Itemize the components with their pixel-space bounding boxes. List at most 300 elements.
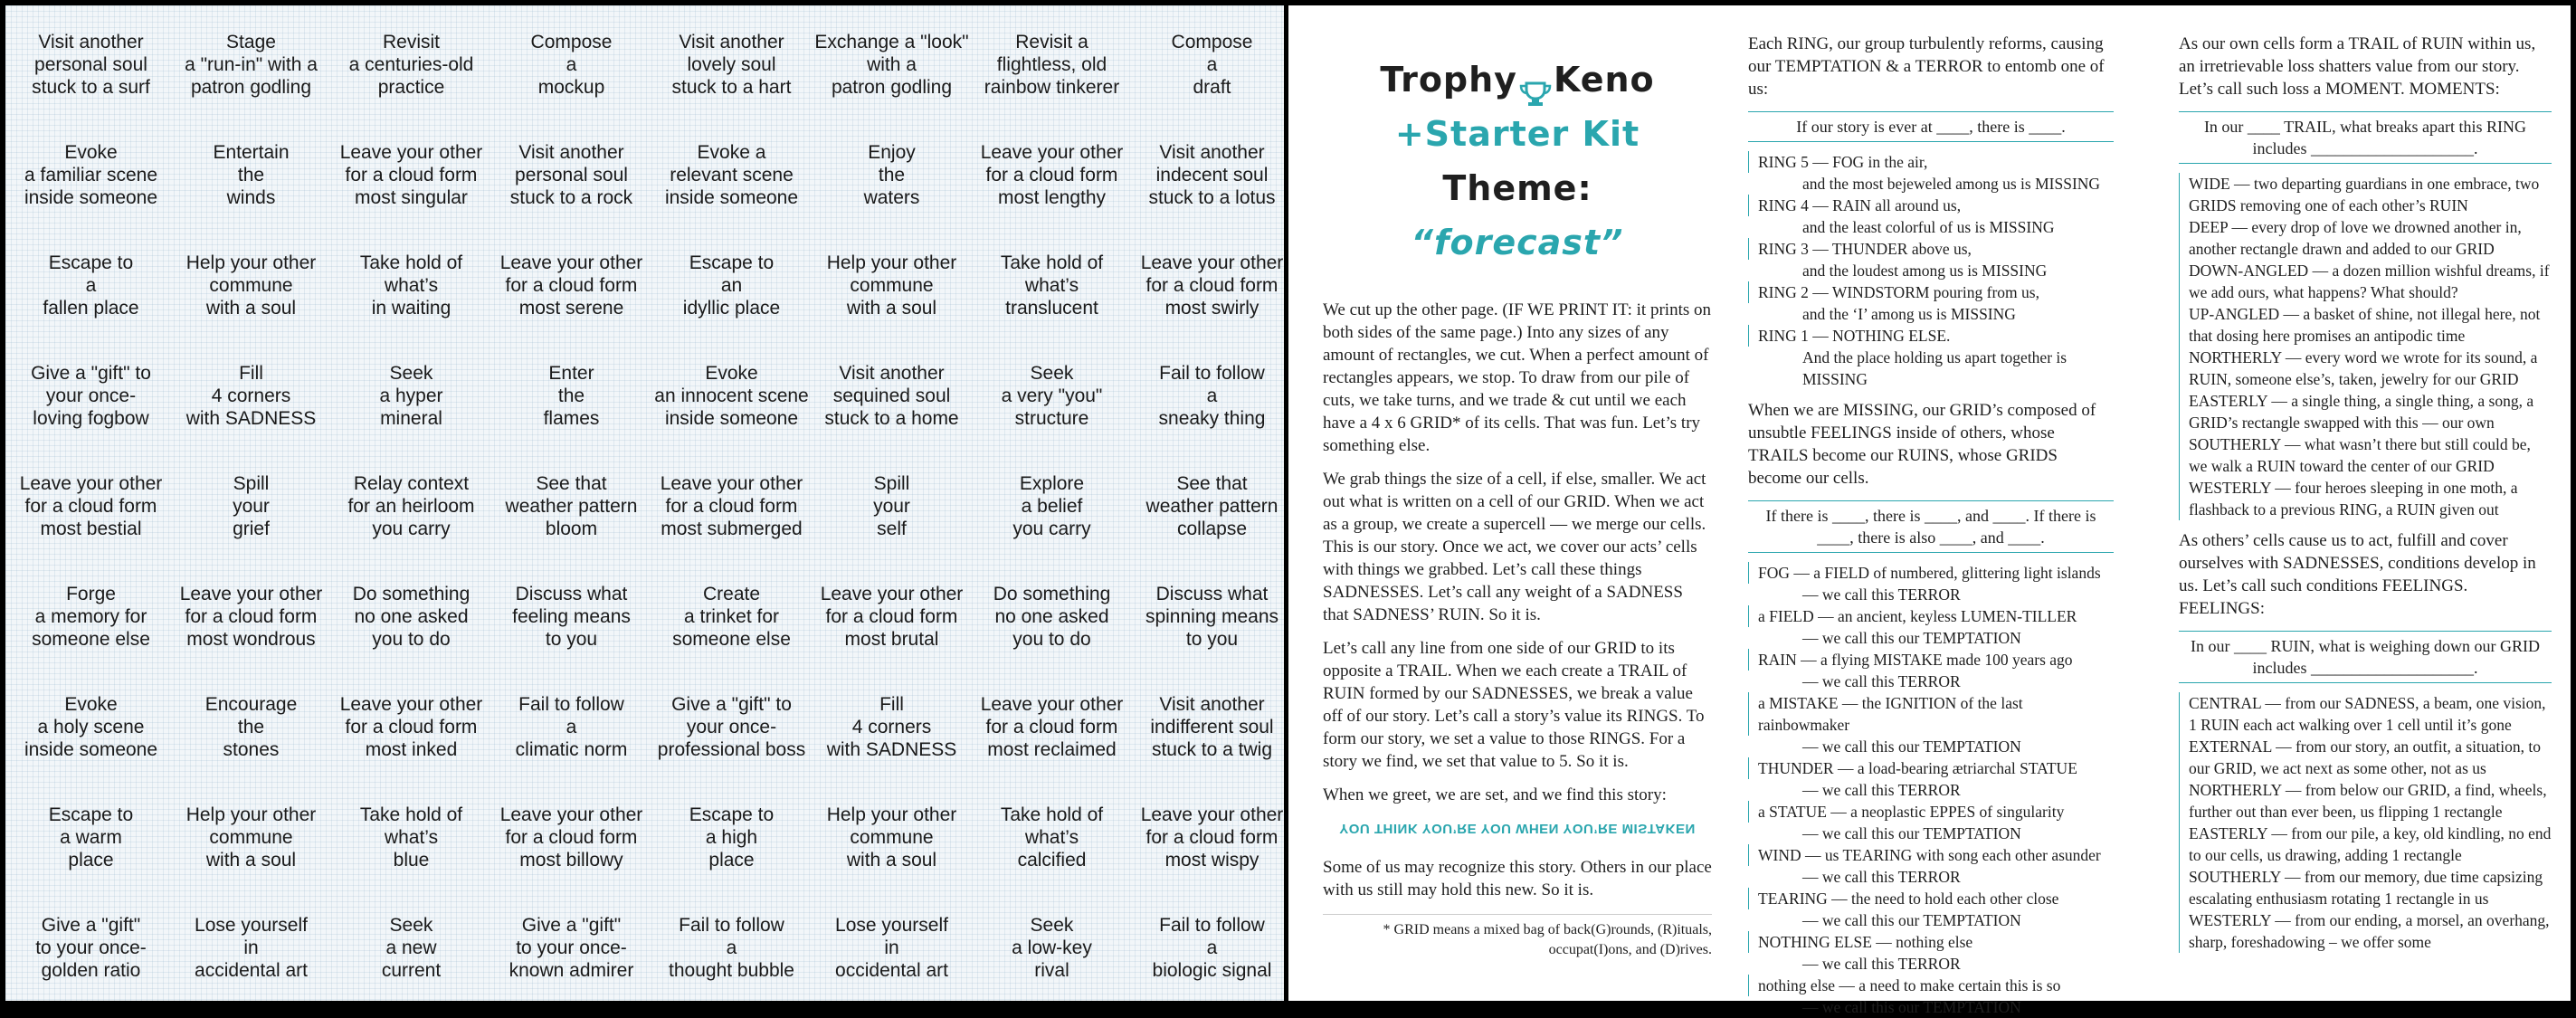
grid-cell bbox=[972, 561, 1132, 671]
grid-cell-line: patron godling bbox=[831, 76, 953, 98]
grid-cell bbox=[491, 892, 651, 1003]
grid-cell bbox=[1132, 9, 1292, 119]
grid-cell-line: for a cloud form bbox=[505, 826, 638, 848]
grid-cell-line: most bestial bbox=[40, 518, 142, 539]
grid-cell-line: Leave your other bbox=[339, 141, 483, 163]
grid-cell-line: most brutal bbox=[844, 628, 939, 650]
rules-paragraph-1: We cut up the other page. (IF WE PRINT IT: it prints on both sides of the same page.) Into any sizes of any amount of rectangles, we cut. When a perfect amount of rectangles appears, we stop. To draw from our pile of cuts, we take turns, and we trade & cut until we each have a 4 x 6 GRID* of its cells. That was fun. Let’s try something else. bbox=[1323, 300, 1711, 455]
grid-cell bbox=[331, 119, 491, 230]
grid-cell bbox=[11, 9, 171, 119]
grid-cell bbox=[1132, 671, 1292, 782]
grid-cell-line: Discuss what bbox=[1155, 583, 1269, 604]
grid-cell-line: commune bbox=[209, 826, 293, 848]
grid-cell-line: an bbox=[720, 274, 743, 296]
grid-cell-line: professional boss bbox=[657, 738, 806, 760]
grid-cell-line: a bbox=[566, 53, 577, 75]
grid-cell bbox=[651, 561, 812, 671]
ring-line: RING 4 — RAIN all around us, bbox=[1748, 195, 2114, 216]
title-line-2: +Starter Kit bbox=[1394, 114, 1640, 154]
grid-cell-line: Take hold of bbox=[359, 804, 463, 825]
grid-cell-line: a bbox=[1206, 53, 1218, 75]
grid-cell bbox=[331, 892, 491, 1003]
grid-cell-line: Explore bbox=[1019, 472, 1085, 494]
title-block bbox=[1323, 52, 1712, 270]
grid-cell-line: Fail to follow bbox=[679, 914, 784, 936]
grid-cell-line: sequined soul bbox=[832, 385, 951, 406]
grid-cell-line: patron godling bbox=[190, 76, 312, 98]
grid-cell-line: place bbox=[68, 849, 114, 871]
grid-cell-line: a bbox=[566, 716, 577, 737]
grid-cell-line: Fill bbox=[879, 693, 904, 715]
grid-cell bbox=[651, 782, 812, 892]
grid-cell bbox=[651, 451, 812, 561]
grid-cell-line: for a cloud form bbox=[985, 716, 1118, 737]
grid-cell-line: Seek bbox=[1030, 914, 1074, 936]
pair-line: TEARING — the need to hold each other close bbox=[1748, 888, 2114, 909]
grid-cell-line: in bbox=[243, 937, 259, 958]
grid-cell-line: collapse bbox=[1176, 518, 1248, 539]
grid-cell-line: commune bbox=[850, 826, 934, 848]
grid-cell bbox=[972, 9, 1132, 119]
grid-cell-line: Create bbox=[702, 583, 761, 604]
pair-line: FOG — a FIELD of numbered, glittering light islands bbox=[1748, 562, 2114, 584]
grid-cell-line: grief bbox=[233, 518, 270, 539]
grid-cell-line: golden ratio bbox=[41, 959, 141, 981]
grid-cell-line: with a bbox=[867, 53, 917, 75]
grid-cell bbox=[812, 892, 972, 1003]
grid-cell-line: Entertain bbox=[213, 141, 290, 163]
grid-cell bbox=[171, 230, 331, 340]
grid-cell-line: stuck to a home bbox=[824, 407, 959, 429]
grid-cell-line: Encourage bbox=[204, 693, 298, 715]
grid-cell-line: Leave your other bbox=[179, 583, 323, 604]
grid-cell-line: personal soul bbox=[34, 53, 147, 75]
grid-cell-line: commune bbox=[850, 274, 934, 296]
grid-cell-line: with a soul bbox=[846, 849, 937, 871]
grid-cell-line: stones bbox=[223, 738, 280, 760]
feeling-item: WESTERLY — from our ending, a morsel, an overhang, sharp, foreshadowing – we offer some bbox=[2179, 909, 2552, 953]
grid-cell-line: for a cloud form bbox=[825, 605, 958, 627]
grid-cell-line: personal soul bbox=[515, 164, 628, 186]
grid-cell-line: Leave your other bbox=[339, 693, 483, 715]
grid-cell-line: a belief bbox=[1021, 495, 1083, 517]
grid-cell-line: accidental art bbox=[195, 959, 308, 981]
feelings-prompt-frame: If there is ____, there is ____, and ____. If there is ____, there is also ____, and ____. bbox=[1748, 500, 2114, 553]
grid-cell-line: a centuries-old bbox=[348, 53, 474, 75]
grid-cell-line: in bbox=[884, 937, 899, 958]
rules-column-2 bbox=[1748, 33, 2114, 1018]
grid-cell-line: Evoke bbox=[64, 693, 118, 715]
grid-footnote: * GRID means a mixed bag of back(G)rounds, (R)ituals, occupat(I)ons, and (D)rives. bbox=[1323, 914, 1712, 960]
grid-cell-line: inside someone bbox=[24, 738, 158, 760]
grid-cell-line: Seek bbox=[389, 914, 433, 936]
keno-grid-page bbox=[5, 5, 1284, 1001]
grid-cell-line: Lose yourself bbox=[835, 914, 948, 936]
grid-cell bbox=[491, 9, 651, 119]
grid-cell bbox=[651, 119, 812, 230]
grid-cell-line: a bbox=[726, 937, 737, 958]
grid-cell-line: a holy scene bbox=[37, 716, 145, 737]
grid-cell-line: a very "you" bbox=[1001, 385, 1103, 406]
grid-cell bbox=[171, 119, 331, 230]
pair-line: — we call this TERROR bbox=[1802, 585, 1961, 604]
grid-cell-line: Leave your other bbox=[660, 472, 803, 494]
grid-cell bbox=[491, 119, 651, 230]
grid-cell-line: stuck to a rock bbox=[509, 186, 633, 208]
grid-cell-line: bloom bbox=[545, 518, 598, 539]
pair-line: a FIELD — an ancient, keyless LUMEN-TILLER bbox=[1748, 605, 2114, 627]
grid-cell-line: most singular bbox=[355, 186, 468, 208]
grid-cell-line: for a cloud form bbox=[665, 495, 798, 517]
moment-item: SOUTHERLY — what wasn’t there but still could be, we walk a RUIN toward the center of our GRID bbox=[2179, 433, 2552, 477]
feelings-list bbox=[2179, 692, 2552, 953]
grid-cell-line: for a cloud form bbox=[985, 164, 1118, 186]
grid-cell-line: Evoke bbox=[705, 362, 758, 384]
grid-cell-line: Spill bbox=[873, 472, 910, 494]
grid-cell-line: Leave your other bbox=[499, 804, 643, 825]
grid-cell-line: a hyper bbox=[379, 385, 443, 406]
grid-cell bbox=[11, 892, 171, 1003]
grid-cell-line: a high bbox=[705, 826, 758, 848]
grid-cell-line: with a soul bbox=[846, 297, 937, 319]
grid-cell-line: a bbox=[85, 274, 97, 296]
grid-cell-line: inside someone bbox=[664, 407, 799, 429]
ring-line: and the ‘I’ among us is MISSING bbox=[1802, 305, 2016, 323]
grid-cell-line: Give a "gift" to bbox=[31, 362, 151, 384]
ring-line: and the loudest among us is MISSING bbox=[1802, 262, 2048, 280]
grid-cell-line: Give a "gift" bbox=[521, 914, 622, 936]
moments-intro: As our own cells form a TRAIL of RUIN within us, an irretrievable loss shatters value from our story. Let’s call such loss a MOMENT. MOMENTS: bbox=[2179, 34, 2536, 99]
grid-cell-line: Seek bbox=[389, 362, 433, 384]
grid-cell-line: an innocent scene bbox=[654, 385, 809, 406]
grid-cell bbox=[1132, 230, 1292, 340]
grid-cell-line: Evoke a bbox=[697, 141, 766, 163]
mirrored-story-line: YOU THINK YOU’RE YOU WHEN YOU’RE MISTAKEN bbox=[1339, 821, 1696, 836]
ring-line: RING 5 — FOG in the air, bbox=[1748, 151, 2114, 173]
feeling-item: CENTRAL — from our SADNESS, a beam, one vision, 1 RUIN each act walking over 1 cell until it’s gone bbox=[2179, 692, 2552, 736]
grid-cell-line: rainbow tinkerer bbox=[984, 76, 1120, 98]
grid-cell-line: Fail to follow bbox=[1159, 914, 1265, 936]
grid-cell-line: most submerged bbox=[661, 518, 803, 539]
grid-cell-line: what’s bbox=[1024, 274, 1079, 296]
pair-line: WIND — us TEARING with song each other asunder bbox=[1748, 844, 2114, 866]
rings-intro: Each RING, our group turbulently reforms, causing our TEMPTATION & a TERROR to entomb one of us: bbox=[1748, 34, 2105, 99]
grid-cell-line: Seek bbox=[1030, 362, 1074, 384]
moment-item: UP-ANGLED — a basket of shine, not illegal here, not that dosing here promises an antipodic time bbox=[2179, 303, 2552, 347]
grid-cell-line: blue bbox=[393, 849, 430, 871]
moment-item: DEEP — every drop of love we drowned another in, another rectangle drawn and added to our GRID bbox=[2179, 216, 2552, 260]
rules-column-3 bbox=[2179, 33, 2552, 953]
grid-cell-line: a low-key bbox=[1012, 937, 1092, 958]
grid-cell bbox=[331, 230, 491, 340]
grid-cell bbox=[331, 561, 491, 671]
grid-cell-line: someone else bbox=[32, 628, 150, 650]
pair-line: — we call this our TEMPTATION bbox=[1802, 824, 2021, 842]
grid-cell-line: mockup bbox=[537, 76, 605, 98]
ring-line: and the most bejeweled among us is MISSING bbox=[1802, 175, 2101, 193]
grid-cell-line: fallen place bbox=[43, 297, 139, 319]
grid-cell-line: what’s bbox=[1024, 826, 1079, 848]
grid-cell-line: for a cloud form bbox=[1145, 826, 1278, 848]
grid-cell-line: Leave your other bbox=[1140, 252, 1284, 273]
grid-cell bbox=[651, 892, 812, 1003]
grid-cell bbox=[812, 230, 972, 340]
grid-cell-line: most serene bbox=[518, 297, 624, 319]
grid-cell-line: Help your other bbox=[185, 804, 317, 825]
grid-cell-line: stuck to a hart bbox=[671, 76, 792, 98]
grid-cell-line: to your once- bbox=[35, 937, 147, 958]
grid-cell-line: someone else bbox=[672, 628, 791, 650]
rules-page bbox=[1288, 5, 2571, 1016]
grid-cell-line: Leave your other bbox=[980, 141, 1124, 163]
title-line-1: Trophy Keno bbox=[1323, 52, 1712, 107]
pair-line: THUNDER — a load-bearing ætriarchal STATUE bbox=[1748, 757, 2114, 779]
grid-cell-line: thought bubble bbox=[669, 959, 794, 981]
grid-cell-line: Exchange a "look" bbox=[814, 31, 969, 52]
grid-cell bbox=[972, 451, 1132, 561]
grid-cell bbox=[491, 230, 651, 340]
grid-cell-line: climatic norm bbox=[515, 738, 628, 760]
grid-cell-line: See that bbox=[536, 472, 607, 494]
grid-cell bbox=[651, 230, 812, 340]
title-line-4: “forecast” bbox=[1411, 223, 1624, 262]
pair-line: — we call this TERROR bbox=[1802, 781, 1961, 799]
grid-cell-line: Fail to follow bbox=[518, 693, 624, 715]
grid-cell bbox=[651, 9, 812, 119]
missing-paragraph: When we are MISSING, our GRID’s composed of unsubtle FEELINGS inside of others, whose TRAILS become our RUINS, whose GRIDS become our cells. bbox=[1748, 401, 2096, 488]
grid-cell-line: Do something bbox=[993, 583, 1111, 604]
grid-cell bbox=[331, 451, 491, 561]
grid-cell-line: your bbox=[233, 495, 270, 517]
ring-line: and the least colorful of us is MISSING bbox=[1802, 218, 2055, 236]
grid-cell-line: most lengthy bbox=[997, 186, 1107, 208]
grid-cell-line: Leave your other bbox=[19, 472, 163, 494]
grid-cell bbox=[651, 340, 812, 451]
grid-cell-line: Leave your other bbox=[499, 252, 643, 273]
grid-cell-line: a new bbox=[385, 937, 437, 958]
grid-cell-line: no one asked bbox=[354, 605, 469, 627]
grid-cell bbox=[171, 782, 331, 892]
grid-cell bbox=[812, 561, 972, 671]
grid-cell bbox=[1132, 892, 1292, 1003]
grid-cell-line: Visit another bbox=[1159, 141, 1265, 163]
grid-cell-line: most wondrous bbox=[186, 628, 316, 650]
grid-cell-line: Evoke bbox=[64, 141, 118, 163]
grid-cell-line: you carry bbox=[1012, 518, 1091, 539]
moment-item: EASTERLY — a single thing, a single thing, a song, a GRID’s rectangle swapped with this — our own bbox=[2179, 390, 2552, 433]
pair-line: — we call this TERROR bbox=[1802, 672, 1961, 690]
grid-cell-line: 4 corners bbox=[851, 716, 932, 737]
grid-cell-line: Fill bbox=[239, 362, 263, 384]
grid-cell-line: Escape to bbox=[48, 252, 134, 273]
grid-cell bbox=[11, 561, 171, 671]
grid-cell bbox=[11, 782, 171, 892]
grid-cell-line: a familiar scene bbox=[24, 164, 158, 186]
grid-cell bbox=[491, 561, 651, 671]
feeling-item: SOUTHERLY — from our memory, due time capsizing escalating enthusiasm rotating 1 rectangle in us bbox=[2179, 866, 2552, 909]
grid-cell bbox=[651, 671, 812, 782]
grid-cell-line: with a soul bbox=[205, 849, 297, 871]
grid-cell-line: Visit another bbox=[839, 362, 945, 384]
grid-cell-line: Give a "gift" to bbox=[671, 693, 792, 715]
grid-cell bbox=[491, 782, 651, 892]
pair-line: — we call this our TEMPTATION bbox=[1802, 737, 2021, 756]
grid-cell-line: for a cloud form bbox=[345, 164, 478, 186]
grid-cell-line: to your once- bbox=[516, 937, 627, 958]
grid-cell-line: Take hold of bbox=[1000, 804, 1104, 825]
grid-cell-line: structure bbox=[1014, 407, 1089, 429]
grid-cell-line: most wispy bbox=[1164, 849, 1259, 871]
grid-cell bbox=[1132, 561, 1292, 671]
grid-cell-line: a "run-in" with a bbox=[185, 53, 318, 75]
moment-item: WESTERLY — four heroes sleeping in one moth, a flashback to a previous RING, a RUIN given out bbox=[2179, 477, 2552, 520]
grid-cell-line: spinning means bbox=[1145, 605, 1279, 627]
moment-item: NORTHERLY — every word we wrote for its sound, a RUIN, someone else’s, taken, jewelry for our GRID bbox=[2179, 347, 2552, 390]
grid-cell bbox=[1132, 340, 1292, 451]
pair-line: — we call this our TEMPTATION bbox=[1802, 629, 2021, 647]
rings-prompt-frame: If our story is ever at ____, there is ____. bbox=[1748, 111, 2114, 142]
grid-cell-line: Escape to bbox=[48, 804, 134, 825]
grid-cell-line: Help your other bbox=[185, 252, 317, 273]
grid-cell bbox=[11, 230, 171, 340]
rules-paragraph-3: Let’s call any line from one side of our GRID to its opposite a TRAIL. When we each create a TRAIL of RUIN formed by our SADNESSES, we break a value off of our story. Let’s call a story’s value its RINGS. To form our story, we set a value to those RINGS. For a story we find, we set that value to 5. So it is. bbox=[1323, 639, 1705, 771]
grid-cell bbox=[171, 340, 331, 451]
grid-cell-line: to you bbox=[1185, 628, 1239, 650]
grid-cell bbox=[331, 782, 491, 892]
grid-cell-line: the bbox=[237, 716, 265, 737]
grid-cell bbox=[812, 451, 972, 561]
grid-cell-line: Discuss what bbox=[515, 583, 628, 604]
grid-cell-line: inside someone bbox=[664, 186, 799, 208]
feeling-item: EXTERNAL — from our story, an outfit, a situation, to our GRID, we act next as some other, not as us bbox=[2179, 736, 2552, 779]
grid-cell-line: for a cloud form bbox=[1145, 274, 1278, 296]
grid-cell bbox=[812, 340, 972, 451]
grid-cell bbox=[972, 782, 1132, 892]
grid-cell-line: weather pattern bbox=[1145, 495, 1278, 517]
title-line-3: Theme: bbox=[1442, 168, 1592, 208]
grid-cell-line: most inked bbox=[365, 738, 458, 760]
grid-cell-line: Spill bbox=[233, 472, 270, 494]
grid-cell bbox=[491, 451, 651, 561]
grid-cell bbox=[171, 671, 331, 782]
grid-cell-line: stuck to a lotus bbox=[1148, 186, 1276, 208]
rings-list bbox=[1748, 151, 2114, 390]
rules-column-1 bbox=[1323, 5, 1712, 960]
grid-cell-line: a bbox=[1206, 385, 1218, 406]
grid-cell-line: indifferent soul bbox=[1150, 716, 1274, 737]
grid-cell-line: most billowy bbox=[519, 849, 623, 871]
ring-line: And the place holding us apart together is MISSING bbox=[1802, 348, 2067, 388]
grid-cell-line: translucent bbox=[1005, 297, 1098, 319]
grid-cell-line: place bbox=[708, 849, 755, 871]
ring-line: RING 2 — WINDSTORM pouring from us, bbox=[1748, 281, 2114, 303]
grid-cell bbox=[812, 782, 972, 892]
grid-cell-line: what’s bbox=[384, 274, 439, 296]
grid-cell bbox=[812, 671, 972, 782]
grid-cell-line: See that bbox=[1176, 472, 1248, 494]
grid-cell-line: winds bbox=[226, 186, 276, 208]
grid-cell bbox=[11, 451, 171, 561]
grid-cell-line: Revisit bbox=[382, 31, 440, 52]
grid-cell bbox=[1132, 119, 1292, 230]
grid-cell-line: Help your other bbox=[826, 252, 957, 273]
grid-cell-line: Enjoy bbox=[868, 141, 916, 163]
grid-cell-line: waters bbox=[863, 186, 920, 208]
grid-cell-line: Enter bbox=[548, 362, 594, 384]
grid-cell-line: the bbox=[557, 385, 585, 406]
grid-cell bbox=[1132, 451, 1292, 561]
grid-cell bbox=[972, 340, 1132, 451]
grid-cell-line: flames bbox=[543, 407, 600, 429]
grid-cell bbox=[972, 119, 1132, 230]
feeling-item: EASTERLY — from our pile, a key, old kindling, no end to our cells, us drawing, adding 1 rectangle bbox=[2179, 823, 2552, 866]
grid-cell-line: Visit another bbox=[518, 141, 624, 163]
grid-cell bbox=[972, 671, 1132, 782]
pair-line: — we call this our TEMPTATION bbox=[1802, 911, 2021, 929]
grid-cell-line: Visit another bbox=[1159, 693, 1265, 715]
pair-line: — we call this TERROR bbox=[1802, 955, 1961, 973]
grid-cell-line: Stage bbox=[226, 31, 276, 52]
grid-cell-line: with a soul bbox=[205, 297, 297, 319]
grid-cell-line: to you bbox=[545, 628, 598, 650]
grid-cell-line: draft bbox=[1193, 76, 1231, 98]
grid-cell bbox=[491, 340, 651, 451]
grid-cell-line: a warm bbox=[60, 826, 122, 848]
grid-cell-line: Take hold of bbox=[359, 252, 463, 273]
grid-cell-line: weather pattern bbox=[505, 495, 638, 517]
grid-cell-line: your once- bbox=[45, 385, 137, 406]
grid-cell-line: commune bbox=[209, 274, 293, 296]
grid-cell bbox=[171, 9, 331, 119]
grid-cell-line: Revisit a bbox=[1015, 31, 1088, 52]
grid-cell-line: most reclaimed bbox=[987, 738, 1117, 760]
grid-cell-line: Give a "gift" bbox=[41, 914, 141, 936]
grid-cell-line: the bbox=[878, 164, 906, 186]
grid-cell bbox=[972, 230, 1132, 340]
grid-cell bbox=[972, 892, 1132, 1003]
grid-cell-line: for a cloud form bbox=[24, 495, 157, 517]
grid-cell bbox=[11, 119, 171, 230]
grid-cell-line: you carry bbox=[372, 518, 451, 539]
grid-cell-line: no one asked bbox=[994, 605, 1109, 627]
grid-cell-line: indecent soul bbox=[1155, 164, 1269, 186]
rules-paragraph-4: When we greet, we are set, and we find this story: bbox=[1323, 785, 1667, 804]
grid-cell bbox=[331, 671, 491, 782]
grid-cell-line: what’s bbox=[384, 826, 439, 848]
grid-cell-line: for a cloud form bbox=[185, 605, 318, 627]
grid-cell-line: the bbox=[237, 164, 265, 186]
grid-cell-line: for a cloud form bbox=[505, 274, 638, 296]
grid-cell-line: you to do bbox=[372, 628, 451, 650]
ring-line: RING 3 — THUNDER above us, bbox=[1748, 238, 2114, 260]
grid-cell-line: a bbox=[1206, 937, 1218, 958]
terror-temptation-list bbox=[1748, 562, 2114, 1018]
feelings-frame: In our ____ RUIN, what is weighing down our GRID includes ____________________. bbox=[2179, 631, 2552, 683]
grid-cell-line: Visit another bbox=[38, 31, 144, 52]
rules-paragraph-2: We grab things the size of a cell, if else, smaller. We act out what is written on a cell of our GRID. When we act as a group, we create a supercell — we merge our cells. This is our story. Once we act, we cover our acts’ cells with things we grabbed. Let’s call these things SADNESSES. Let’s call any weight of a SADNESS that SADNESS’ RUIN. So it is. bbox=[1323, 470, 1706, 624]
grid-cell-line: occidental art bbox=[835, 959, 948, 981]
grid-cell-line: for a cloud form bbox=[345, 716, 478, 737]
grid-cell-line: biologic signal bbox=[1152, 959, 1272, 981]
pair-line: a STATUE — a neoplastic EPPES of singularity bbox=[1748, 801, 2114, 823]
grid-cell-line: relevant scene bbox=[670, 164, 794, 186]
grid-cell-line: Lose yourself bbox=[195, 914, 308, 936]
grid-cell-line: Leave your other bbox=[980, 693, 1124, 715]
rules-paragraph-5: Some of us may recognize this story. Others in our place with us still may hold this new. So it is. bbox=[1323, 858, 1712, 899]
grid-cell-line: calcified bbox=[1017, 849, 1087, 871]
grid-cell bbox=[331, 340, 491, 451]
pair-line: — we call this our TEMPTATION bbox=[1802, 998, 2021, 1016]
